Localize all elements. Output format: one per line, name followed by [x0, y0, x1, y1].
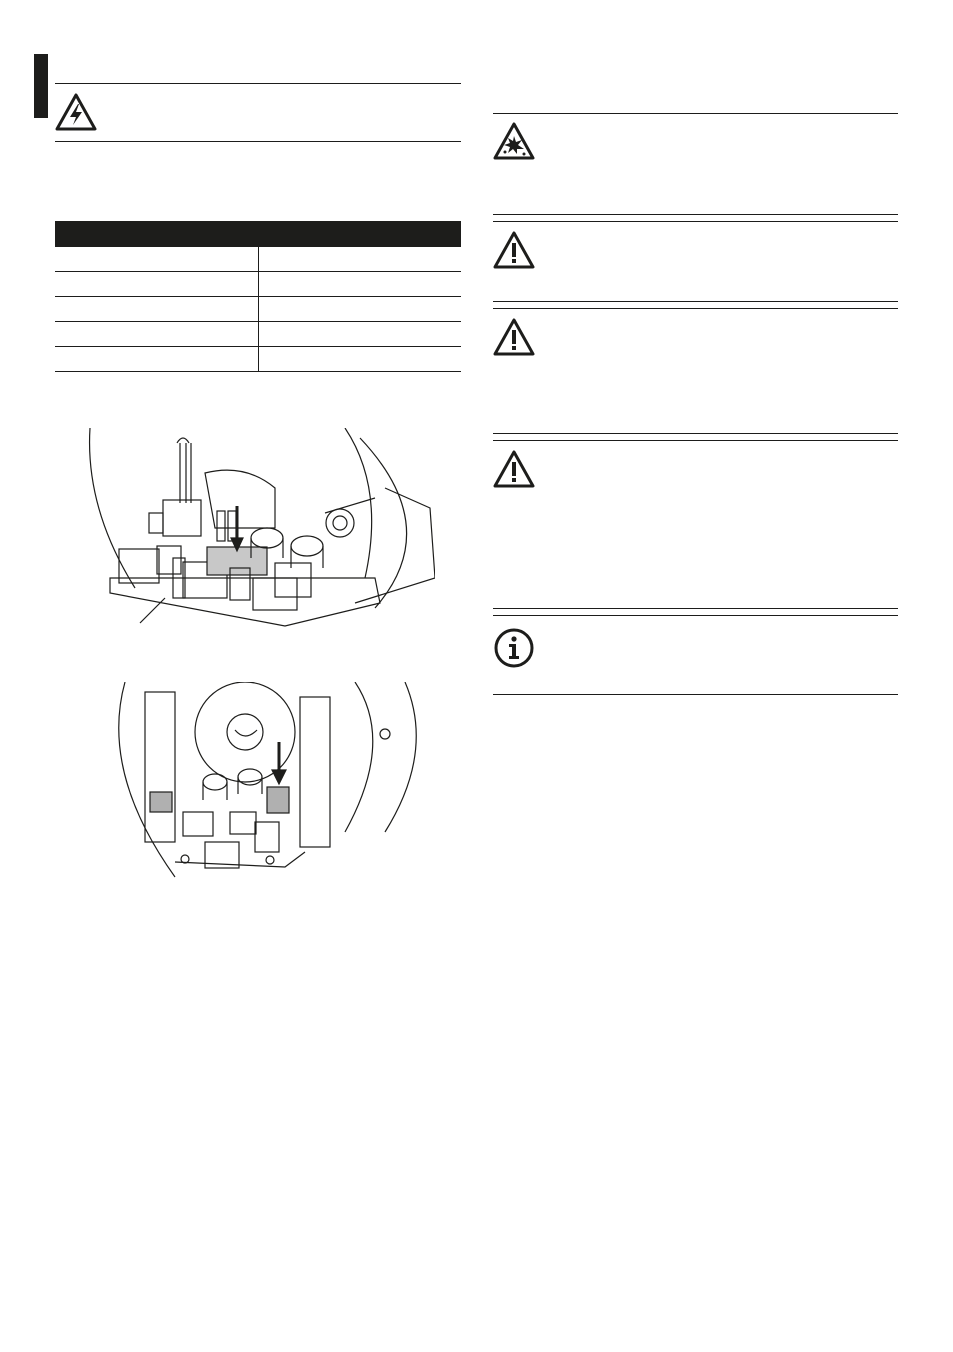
- caution-triangle-icon: [493, 450, 535, 493]
- warning-bottom-rule: [55, 141, 461, 142]
- notice-rule: [493, 113, 898, 114]
- spec-table: [55, 221, 461, 372]
- table-cell: [258, 297, 461, 322]
- notice-rule: [493, 221, 898, 222]
- table-header-row: [55, 221, 461, 247]
- electric-shock-warning-icon: [55, 93, 97, 136]
- table-cell: [55, 347, 258, 372]
- section-tab-marker: [34, 54, 48, 118]
- notice-rule: [493, 214, 898, 215]
- table-row: [55, 297, 461, 322]
- notice-rule: [493, 608, 898, 609]
- table-header-cell: [55, 221, 258, 247]
- notice-rule: [493, 694, 898, 695]
- explosion-hazard-icon: [493, 122, 535, 165]
- table-row: [55, 247, 461, 272]
- table-cell: [55, 297, 258, 322]
- table-cell: [258, 247, 461, 272]
- caution-triangle-icon: [493, 318, 535, 361]
- table-cell: [55, 272, 258, 297]
- table-cell: [55, 247, 258, 272]
- table-cell: [258, 322, 461, 347]
- housing-board-connector-illustration: [105, 682, 425, 887]
- information-icon: [493, 627, 535, 674]
- notice-rule: [493, 440, 898, 441]
- table-row: [55, 347, 461, 372]
- notice-rule: [493, 308, 898, 309]
- circuit-board-connector-illustration: [85, 428, 435, 633]
- notice-rule: [493, 433, 898, 434]
- caution-triangle-icon: [493, 231, 535, 274]
- table-row: [55, 322, 461, 347]
- table-cell: [258, 272, 461, 297]
- notice-rule: [493, 301, 898, 302]
- table-cell: [258, 347, 461, 372]
- warning-top-rule: [55, 83, 461, 84]
- table-row: [55, 272, 461, 297]
- table-cell: [55, 322, 258, 347]
- table-header-cell: [258, 221, 461, 247]
- notice-rule: [493, 615, 898, 616]
